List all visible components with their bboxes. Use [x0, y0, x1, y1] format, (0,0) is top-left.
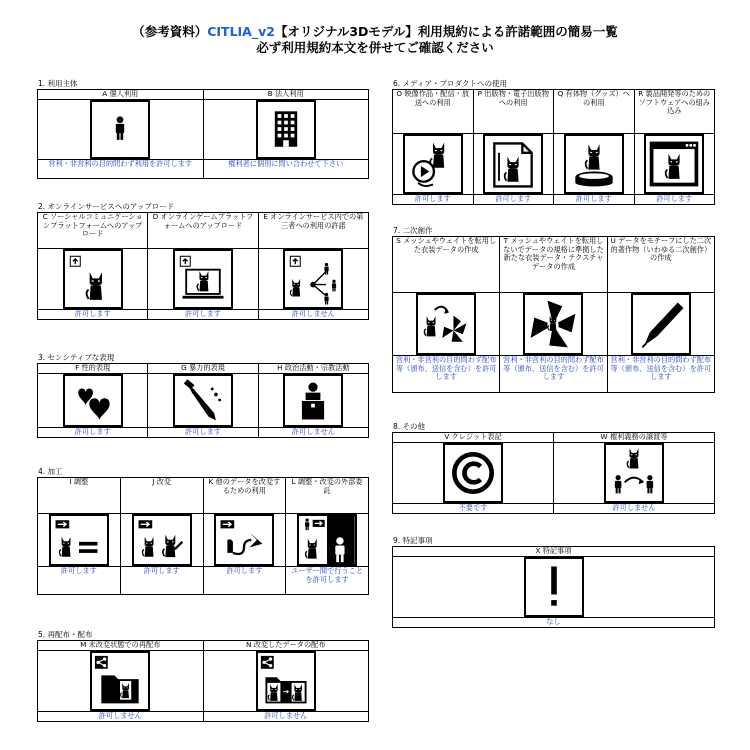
license-table [37, 640, 369, 722]
page-subtitle: 必ず利用規約本文を併せてご確認ください [256, 40, 494, 55]
item-label-c: C ソーシャルコミュニケーションプラットフォームへのアップロード [38, 213, 148, 249]
modified-distribution-icon [256, 651, 316, 711]
item-label-h: H 政治活動・宗教活動 [258, 364, 368, 374]
item-result-k: 許可します [203, 567, 286, 595]
title-suffix: 【オリジナル3Dモデル】利用規約による許諾範囲の簡易一覧 [274, 24, 618, 39]
item-result-r: 許可します [634, 195, 715, 205]
section-derivative-works [392, 226, 715, 393]
unmodified-redistribution-icon [90, 651, 150, 711]
new-outfit-icon [523, 293, 583, 355]
item-label-f: F 性的表現 [38, 364, 148, 374]
adjust-icon [49, 514, 109, 566]
copyright-icon [443, 443, 503, 503]
item-label-x: X 特記事項 [393, 547, 715, 557]
corporate-building-icon [256, 100, 316, 159]
publication-icon [483, 134, 543, 194]
modify-icon [132, 514, 192, 566]
item-label-m: M 未改変状態での再配布 [38, 641, 204, 651]
item-label-i: I 調整 [38, 478, 121, 514]
item-result-e: 許可しません [258, 310, 368, 320]
item-result-u: 営利・非営利の目的問わず配布等（頒布、送信を含む）を許可します [607, 356, 714, 393]
item-label-a: A 個人利用 [38, 90, 204, 100]
item-label-n: N 改変したデータの配布 [203, 641, 369, 651]
section-special-notes [392, 536, 715, 628]
item-result-x: なし [393, 618, 715, 628]
video-play-icon [403, 134, 463, 194]
outsource-icon [297, 514, 357, 566]
rights-transfer-icon [604, 443, 664, 503]
section-online-upload [37, 202, 369, 320]
item-result-a: 営利・非営利の目的問わず利用を許可します [38, 160, 204, 179]
item-label-g: G 暴力的表現 [148, 364, 258, 374]
item-result-l: ユーザー間で行うことを許可します [286, 567, 369, 595]
section-title: 9. 特記事項 [393, 536, 433, 545]
item-result-m: 許可しません [38, 712, 204, 722]
item-result-p: 許可します [473, 195, 554, 205]
section-title: 4. 加工 [38, 467, 63, 476]
item-label-t: T メッシュやウェイトを転用しないでデータの規格に準拠した新たな衣装データ・テクスチャデータの作成 [500, 237, 607, 293]
podium-speaker-icon [283, 374, 343, 427]
item-label-w: W 権利義務の譲渡等 [554, 433, 715, 443]
item-label-d: D オンラインゲームプラットフォームへのアップロード [148, 213, 258, 249]
license-table [37, 363, 369, 438]
section-title: 1. 利用主体 [38, 79, 78, 88]
item-label-r: R 製品開発等のためのソフトウェアへの組み込み [634, 90, 715, 134]
game-upload-icon [173, 249, 233, 309]
knife-icon [173, 374, 233, 427]
item-result-f: 許可します [38, 428, 148, 438]
item-result-t: 営利・非営利の目的問わず配布等（頒布、送信を含む）を許可します [500, 356, 607, 393]
item-label-k: K 他のデータを改変するための利用 [203, 478, 286, 514]
section-title: 7. 二次創作 [393, 226, 433, 235]
item-label-u: U データをモチーフにした二次的著作物（いわゆる二次創作）の作成 [607, 237, 714, 293]
third-party-license-icon [283, 249, 343, 309]
item-result-w: 許可しません [554, 504, 715, 514]
item-result-v: 不要です [393, 504, 554, 514]
license-table [37, 477, 369, 595]
section-title: 6. メディア・プロダクトへの使用 [393, 79, 507, 88]
license-table [392, 432, 715, 514]
section-title: 5. 再配布・配布 [38, 630, 93, 639]
pen-nib-icon [631, 293, 691, 355]
section-sensitive-expression [37, 353, 369, 438]
section-other [392, 422, 715, 514]
section-title: 8. その他 [393, 422, 426, 431]
license-table [392, 236, 715, 393]
hearts-icon [63, 374, 123, 427]
item-result-g: 許可します [148, 428, 258, 438]
item-label-l: L 調整・改変の外部委託 [286, 478, 369, 514]
item-result-c: 許可します [38, 310, 148, 320]
license-table [37, 212, 369, 320]
item-label-e: E オンラインサービス内での第三者への利用の許諾 [258, 213, 368, 249]
item-label-q: Q 有体物（グッズ）への利用 [554, 90, 635, 134]
item-result-b: 権利者に個別に問い合わせて下さい [203, 160, 369, 179]
item-label-v: V クレジット表記 [393, 433, 554, 443]
item-result-q: 許可します [554, 195, 635, 205]
title-brand: CITLIA_v2 [207, 24, 275, 39]
section-modification [37, 467, 369, 595]
license-table [392, 89, 715, 205]
title-prefix: （参考資料） [132, 24, 208, 39]
section-redistribution [37, 630, 369, 722]
item-result-n: 許可しません [203, 712, 369, 722]
social-upload-icon [63, 249, 123, 309]
use-for-other-data-icon [214, 514, 274, 566]
section-title: 3. センシティブな表現 [38, 353, 115, 362]
item-label-o: O 映像作品・配信・放送への利用 [393, 90, 474, 134]
section-media-products [392, 79, 715, 205]
item-result-j: 許可します [120, 567, 203, 595]
item-result-h: 許可しません [258, 428, 368, 438]
exclamation-icon [524, 557, 584, 617]
item-label-b: B 法人利用 [203, 90, 369, 100]
license-table [37, 89, 369, 179]
item-label-p: P 出版物・電子出版物への利用 [473, 90, 554, 134]
item-result-s: 営利・非営利の目的問わず配布等（頒布、送信を含む）を許可します [393, 356, 500, 393]
item-result-d: 許可します [148, 310, 258, 320]
section-title: 2. オンラインサービスへのアップロード [38, 202, 175, 211]
outfit-from-mesh-icon [416, 293, 476, 355]
item-label-j: J 改変 [120, 478, 203, 514]
item-result-i: 許可します [38, 567, 121, 595]
license-table [392, 546, 715, 628]
section-usage-subject [37, 79, 369, 179]
software-window-icon [644, 134, 704, 194]
individual-person-icon [90, 100, 150, 159]
item-result-o: 許可します [393, 195, 474, 205]
item-label-s: S メッシュやウェイトを転用した衣装データの作成 [393, 237, 500, 293]
goods-figure-icon [564, 134, 624, 194]
